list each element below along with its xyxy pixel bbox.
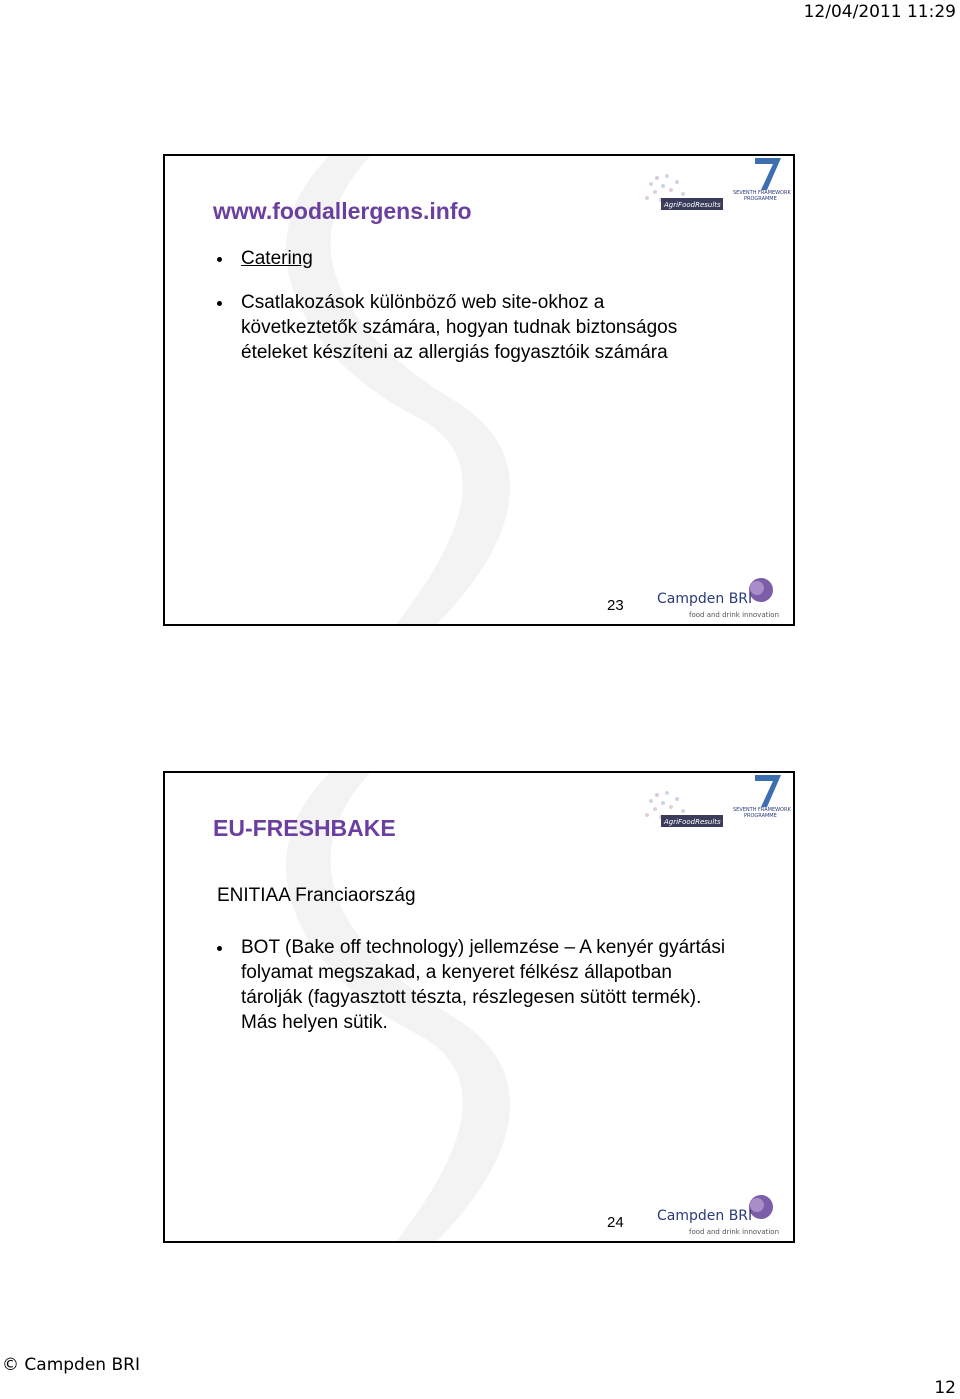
- campden-bri-logo: [655, 576, 785, 622]
- slide-number: 23: [607, 597, 624, 614]
- partner-logos: [633, 156, 793, 218]
- campden-tagline: food and drink innovation: [689, 611, 780, 619]
- bullet-item: [217, 246, 717, 271]
- fp7-line2: PROGRAMME: [744, 813, 777, 819]
- bullet-item: BOT (Bake off technology) jellemzése – A kenyér gyártási folyamat megszakad, a kenyeret félkész állapotban tárolják (fagyasztott tészta, részlegesen sütött termék). Más helyen sütik.: [217, 935, 737, 1035]
- footer-page-number: 12: [934, 1378, 956, 1398]
- catering-link[interactable]: Catering: [241, 248, 313, 269]
- bullet-list: [217, 246, 717, 365]
- agrifood-dots-icon: [645, 791, 685, 819]
- slide-number: 24: [607, 1214, 624, 1231]
- agrifood-dots-icon: [645, 174, 685, 202]
- slide-23: [163, 154, 795, 626]
- slide-title: www.foodallergens.info: [213, 198, 472, 224]
- agrifood-label: AgriFoodResults: [664, 201, 721, 209]
- print-datetime: 12/04/2011 11:29: [803, 2, 956, 22]
- fp7-line2: PROGRAMME: [744, 196, 777, 202]
- campden-name: Campden BRI: [657, 1208, 753, 1224]
- slide-title: EU-FRESHBAKE: [213, 815, 396, 841]
- partner-logos: [633, 773, 793, 835]
- fp7-line1: SEVENTH FRAMEWORK: [733, 807, 791, 813]
- campden-bri-logo: [655, 1193, 785, 1239]
- slide-24: [163, 771, 795, 1243]
- campden-name: Campden BRI: [657, 591, 753, 607]
- campden-tagline: food and drink innovation: [689, 1228, 780, 1236]
- fp7-line1: SEVENTH FRAMEWORK: [733, 190, 791, 196]
- fp7-seven-icon: [755, 775, 781, 807]
- slide-subheading: ENITIAA Franciaország: [217, 885, 416, 906]
- background-swoosh: [165, 156, 793, 624]
- agrifood-label: AgriFoodResults: [664, 818, 721, 826]
- bullet-list: [217, 935, 737, 1035]
- footer-copyright: © Campden BRI: [2, 1355, 140, 1375]
- fp7-seven-icon: [755, 158, 781, 190]
- bullet-item: Csatlakozások különböző web site-okhoz a következtetők számára, hogyan tudnak biztonságos ételeket készíteni az allergiás fogyasztóik számára: [217, 290, 717, 365]
